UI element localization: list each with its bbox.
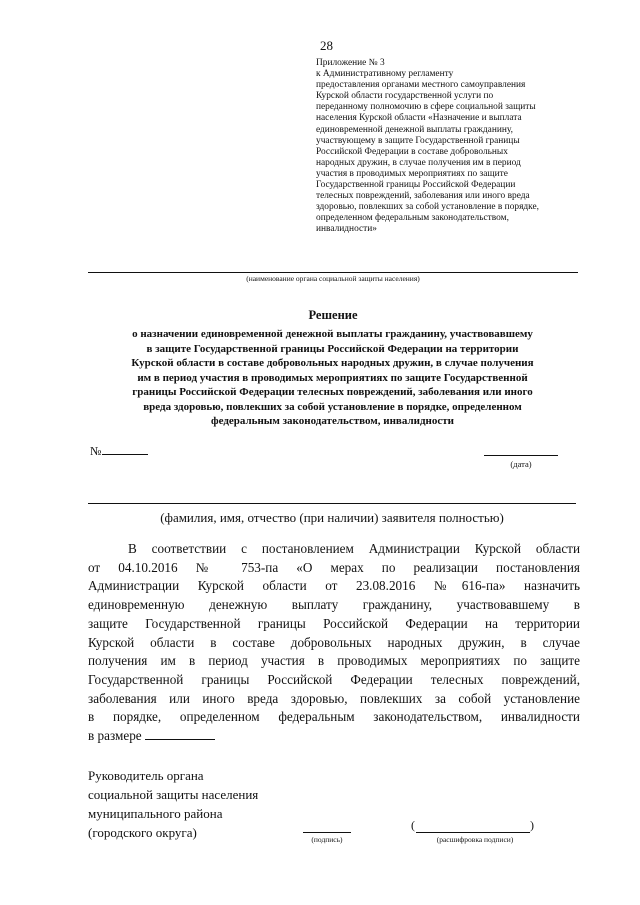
subtitle-line: границы Российской Федерации телесных повреждений, заболевания или иного [132,386,533,398]
date-field-line [484,455,558,456]
body-line: Администрации Курской области от 23.08.2016 №616-па» назначить [88,578,580,594]
appendix-header [316,58,586,236]
appendix-line: инвалидности» [316,224,377,235]
decode-open-paren: ( [411,818,415,832]
applicant-name-field-line [88,503,576,504]
appendix-line: Курской области государственной услуги по [316,91,494,102]
body-line: в порядке, определенном федеральным законодательством, инвалидности [88,709,580,725]
document-subtitle [80,327,585,429]
signatory-line: социальной защиты населения [88,787,259,802]
appendix-line: народных дружин, в случае получения им в период [316,157,521,168]
subtitle-line: о назначении единовременной денежной выплаты гражданину, участвовавшему [132,328,533,340]
body-line: защите Государственной границы Российской Федерации на территории [88,615,580,631]
subtitle-line: в защите Государственной границы Российской Федерации на территории [146,342,519,355]
document-title: Решение [308,308,358,322]
amount-label: в размере [88,728,142,744]
body-line: Государственной границы Российской Федерации телесных повреждений, [88,671,580,687]
subtitle-line: федеральным законодательством, инвалидности [210,415,455,427]
appendix-line: населения Курской области «Назначение и выплата [316,113,522,124]
decision-number [90,444,148,459]
org-name-field-line [88,272,578,273]
signature-decode-caption: (расшифровка подписи) [436,835,514,844]
appendix-line: определенном федеральным законодательством, [316,213,509,224]
signature-decode-field-line [416,832,530,833]
body-line: получения им в период участия в проводимых мероприятиях по защите [88,653,580,669]
amount-field-blank [145,727,215,740]
decode-close-paren: ) [530,818,534,832]
appendix-line: переданному полномочию в сфере социальной защиты [316,102,536,113]
appendix-line: Российской Федерации в составе добровольных [316,146,508,157]
subtitle-line: Курской области в составе добровольных народных дружин, в случае получения [131,357,534,369]
signature-caption: (подпись) [311,835,343,844]
body-line: от 04.10.2016 № 753-па «О мерах по реализации постановления [88,559,580,575]
page-number: 28 [320,38,333,53]
signatory-line: муниципального района [88,806,223,821]
body-line: В соответствии с постановлением Администрации Курской области [128,541,580,556]
body-line: заболевания или иного вреда здоровью, повлекших за собой установление [88,690,580,706]
appendix-line: здоровью, повлекших за собой установление в порядке, [316,202,539,213]
body-line: Курской области в составе добровольных народных дружин, в случае [88,634,580,650]
org-name-caption: (наименование органа социальной защиты населения) [246,274,420,283]
appendix-line: Государственной границы Российской Федерации [316,180,516,191]
appendix-line: телесных повреждений, заболевания или иного вреда [316,191,530,202]
signatory-block [88,766,258,842]
subtitle-line: им в период участия в проводимых мероприятиях по защите Государственной [137,371,528,384]
body-line: единовременную денежную выплату гражданину, участвовавшему в [88,597,580,613]
number-field-blank [102,444,148,455]
appendix-line: единовременной денежной выплаты гражданину, [316,124,513,135]
appendix-line: участия в проводимых мероприятиях по защите [316,168,508,179]
amount-line [88,727,580,746]
appendix-line: участвующему в защите Государственной границы [316,135,520,146]
appendix-line: предоставления органами местного самоуправления [316,80,526,91]
signatory-line: Руководитель органа [88,768,204,783]
appendix-line: Приложение № 3 [316,58,385,68]
subtitle-line: вреда здоровью, повлекших за собой установление в порядке, определенном [143,400,522,413]
number-label: № [90,444,102,458]
appendix-line: к Административному регламенту [316,69,454,80]
date-caption: (дата) [510,459,532,469]
applicant-name-caption: (фамилия, имя, отчество (при наличии) заявителя полностью) [160,510,504,525]
signatory-line: (городского округа) [88,825,197,840]
decision-body [88,540,580,746]
signature-field-line [303,832,351,833]
